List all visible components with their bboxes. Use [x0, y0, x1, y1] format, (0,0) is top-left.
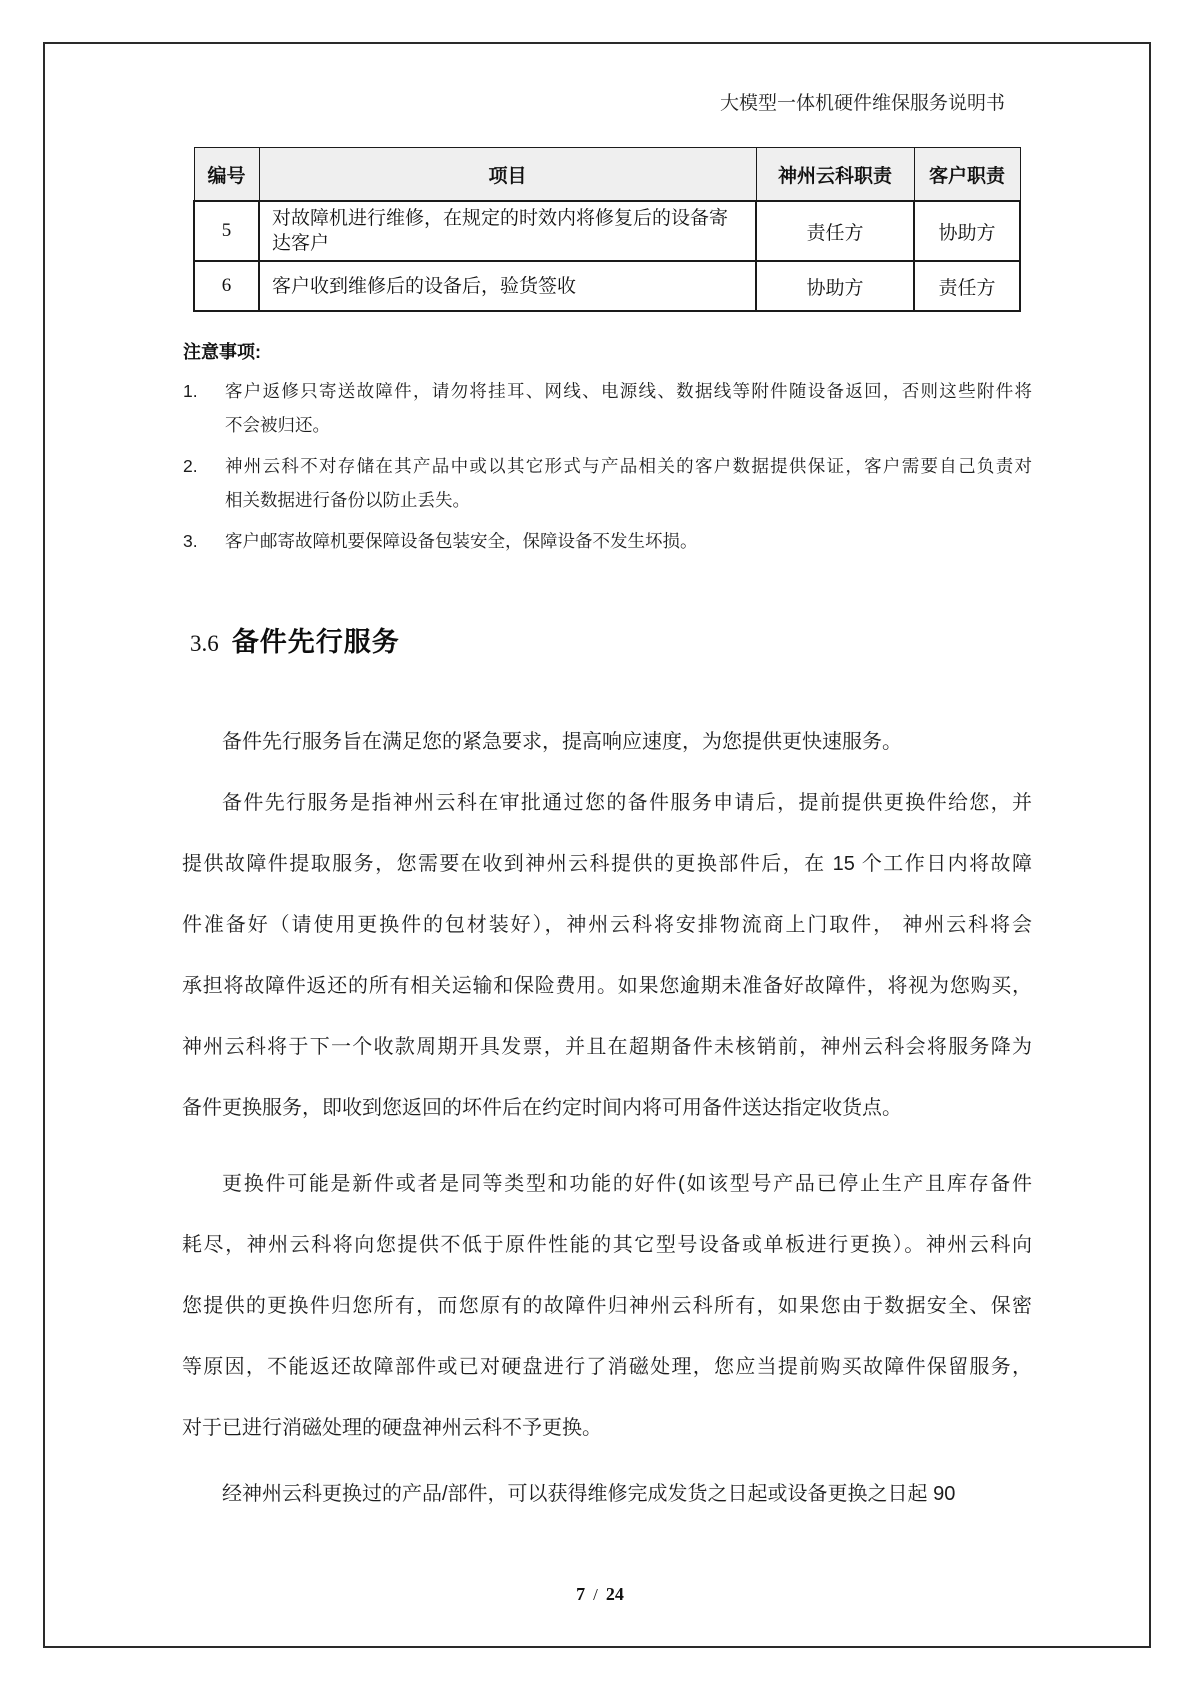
col-header-number: 编号: [194, 148, 259, 202]
notes-section: [183, 338, 1032, 565]
table-row: [194, 201, 1020, 261]
paragraph-line: 备件先行服务旨在满足您的紧急要求，提高响应速度，为您提供更快速服务。: [222, 731, 902, 753]
paragraph-line: 您提供的更换件归您所有，而您原有的故障件归神州云科所有，如果您由于数据安全、保密: [182, 1295, 1032, 1317]
list-item-number: 1.: [183, 381, 198, 401]
notes-title: 注意事项:: [183, 342, 261, 362]
list-item-text: [225, 374, 1032, 442]
list-item-text: [225, 524, 1032, 558]
page-number-current: 7: [576, 1584, 586, 1604]
paragraph-line: 经神州云科更换过的产品/部件，可以获得维修完成发货之日起或设备更换之日起 90: [222, 1483, 956, 1505]
row-number-cell: 5: [194, 201, 259, 261]
paragraph: [182, 773, 1032, 1139]
body-text: [182, 712, 1032, 1525]
note-line: 神州云科不对存储在其产品中或以其它形式与产品相关的客户数据提供保证，客户需要自己负责对: [225, 456, 1032, 476]
paragraph-line: 提供故障件提取服务，您需要在收到神州云科提供的更换部件后，在 15 个工作日内将故障: [182, 853, 1032, 875]
note-line: 客户返修只寄送故障件，请勿将挂耳、网线、电源线、数据线等附件随设备返回，否则这些附件将: [225, 381, 1032, 401]
paragraph: [182, 1154, 1032, 1459]
col-header-item: 项目: [259, 148, 756, 202]
list-item-number: 2.: [183, 456, 198, 476]
paragraph-line: 耗尽，神州云科将向您提供不低于原件性能的其它型号设备或单板进行更换）。神州云科向: [182, 1234, 1032, 1256]
note-line: 相关数据进行备份以防止丢失。: [225, 490, 470, 510]
row-customer-role-cell: 责任方: [914, 261, 1020, 311]
paragraph-line: 神州云科将于下一个收款周期开具发票，并且在超期备件未核销前，神州云科会将服务降为: [182, 1036, 1032, 1058]
row-item-cell: 对故障机进行维修，在规定的时效内将修复后的设备寄达客户: [259, 201, 756, 261]
paragraph-line: 承担将故障件返还的所有相关运输和保险费用。如果您逾期未准备好故障件，将视为您购买，: [182, 975, 1032, 997]
list-item: [183, 524, 1032, 558]
paragraph-line: 备件先行服务是指神州云科在审批通过您的备件服务申请后，提前提供更换件给您，并: [222, 792, 1032, 814]
list-item-number: 3.: [183, 531, 198, 551]
paragraph-line: 备件更换服务，即收到您返回的坏件后在约定时间内将可用备件送达指定收货点。: [182, 1097, 902, 1119]
note-line: 客户邮寄故障机要保障设备包装安全，保障设备不发生坏损。: [225, 531, 698, 551]
page-footer: [0, 1584, 1200, 1605]
paragraph-line: 更换件可能是新件或者是同等类型和功能的好件(如该型号产品已停止生产且库存备件: [222, 1173, 1032, 1195]
table-header-row: [194, 148, 1020, 202]
list-item: [183, 374, 1032, 442]
table-row: [194, 261, 1020, 311]
paragraph-line: 对于已进行消磁处理的硬盘神州云科不予更换。: [182, 1417, 602, 1439]
col-header-vendor-duty: 神州云科职责: [756, 148, 914, 202]
col-header-customer-duty: 客户职责: [914, 148, 1020, 202]
responsibility-table: [193, 147, 1021, 312]
row-vendor-role-cell: 协助方: [756, 261, 914, 311]
list-item-text: [225, 449, 1032, 517]
note-line: 不会被归还。: [225, 415, 330, 435]
document-header-title: 大模型一体机硬件维保服务说明书: [719, 93, 1005, 114]
row-item-cell: 客户收到维修后的设备后，验货签收: [259, 261, 756, 311]
paragraph: [182, 712, 1032, 773]
section-title: 备件先行服务: [231, 627, 400, 657]
page-number-total: 24: [605, 1584, 624, 1604]
row-number-cell: 6: [194, 261, 259, 311]
paragraph-line: 件准备好（请使用更换件的包材装好），神州云科将安排物流商上门取件， 神州云科将会: [182, 914, 1032, 936]
row-customer-role-cell: 协助方: [914, 201, 1020, 261]
section-heading: [190, 620, 400, 659]
paragraph-line: 等原因，不能返还故障部件或已对硬盘进行了消磁处理，您应当提前购买故障件保留服务，: [182, 1356, 1032, 1378]
row-vendor-role-cell: 责任方: [756, 201, 914, 261]
list-item: [183, 449, 1032, 517]
page-number-separator: /: [593, 1585, 598, 1604]
paragraph: [182, 1464, 1032, 1525]
section-number: 3.6: [190, 631, 219, 656]
